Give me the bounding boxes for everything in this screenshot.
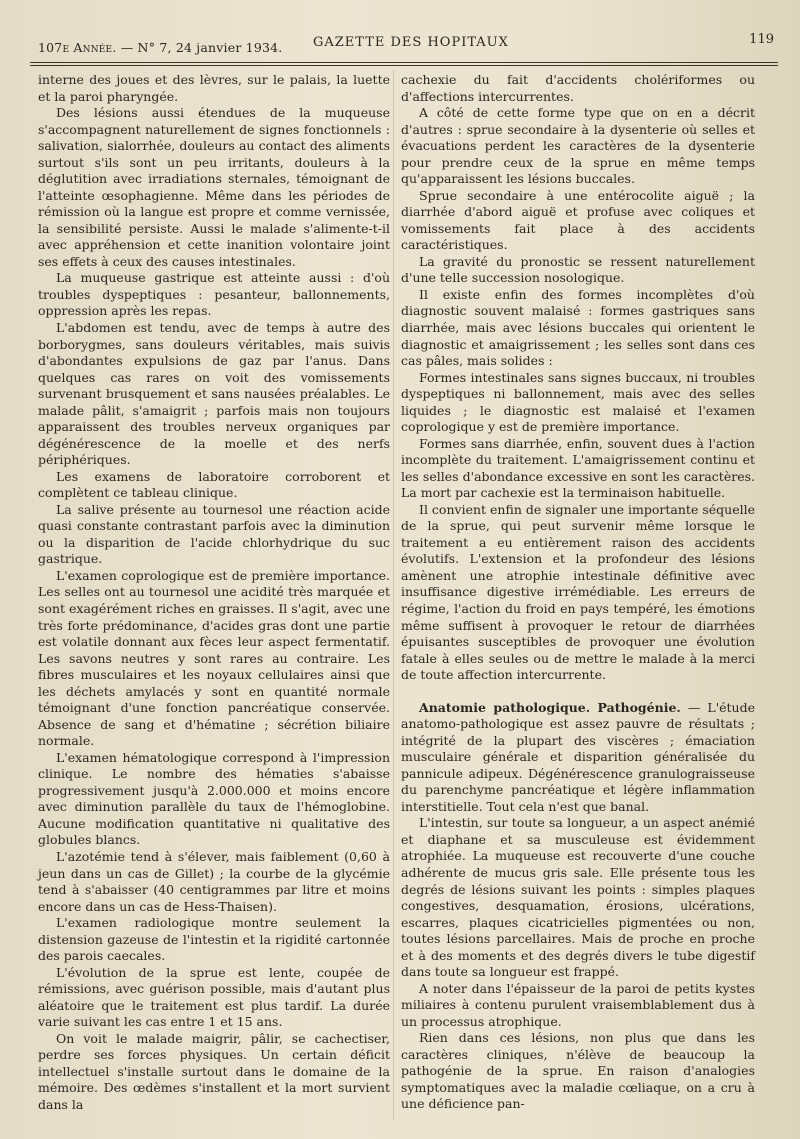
paragraph: A côté de cette forme type que on en a décrit d'autres : sprue secondaire à la dysenterie où selles et évacuations perdent les caractères de la dysenterie pour prendre ceux de la sprue en même temps qu'apparaissent les lésions buccales. <box>401 105 755 187</box>
section-paragraph: Anatomie pathologique. Pathogénie. — L'étude anatomo-pathologique est assez pauvre de résultats ; intégrité de la plupart des viscères ; émaciation musculaire générale et disparition généralisée du pannicule adipeux. Dégénérescence granulograisseuse du parenchyme pancréatique et légère inflammation interstitielle. Tout cela n'est que banal. <box>401 699 755 814</box>
paragraph: L'examen hématologique correspond à l'impression clinique. Le nombre des hématies s'abaisse progressivement jusqu'à 2.000.000 et moins encore avec diminution parallèle du taux de l'hémoglobine. Aucune modification quantitative ni qualitative des globules blancs. <box>38 749 390 848</box>
paragraph: interne des joues et des lèvres, sur le palais, la luette et la paroi pharyngée. <box>38 72 390 104</box>
paragraph: L'évolution de la sprue est lente, coupée de rémissions, avec guérison possible, mais d'autant plus aléatoire que le traitement est plus tardif. La durée varie suivant les cas entre 1 et 15 ans. <box>38 964 390 1030</box>
header-rule <box>30 62 778 63</box>
paragraph: La muqueuse gastrique est atteinte aussi : d'où troubles dyspeptiques : pesanteur, ballonnements, oppression après les repas. <box>38 270 390 319</box>
page-number: 119 <box>749 32 774 47</box>
journal-title: GAZETTE DES HOPITAUX <box>313 35 509 50</box>
page-header <box>30 28 778 62</box>
paragraph: Il existe enfin des formes incomplètes d'où diagnostic souvent malaisé : formes gastriques sans diarrhée, mais avec lésions buccales qui orientent le diagnostic et amaigrissement ; les selles sont dans ces cas pâles, mais solides : <box>401 286 755 369</box>
issue-line: 107e Année. — N° 7, 24 janvier 1934. <box>38 40 283 55</box>
paragraph: Formes sans diarrhée, enfin, souvent dues à l'action incomplète du traitement. L'amaigrissement continu et les selles d'abondance excessive en sont les caractères. La mort par cachexie est la terminaison habituelle. <box>401 435 755 501</box>
column-divider <box>393 70 394 1120</box>
paragraph: L'abdomen est tendu, avec de temps à autre des borborygmes, sans douleurs véritables, mais suivis d'abondantes expulsions de gaz par l'anus. Dans quelques cas rares on voit des vomissements survenant brusquement et sans nausées préalables. Le malade pâlit, s'amaigrit ; parfois mais non toujours apparaissent des troubles nerveux organiques par dégénérescence de la moelle et des nerfs périphériques. <box>38 319 390 468</box>
paragraph: Formes intestinales sans signes buccaux, ni troubles dyspeptiques ni ballonnement, mais avec des selles liquides ; le diagnostic est malaisé et l'examen coprologique y est de première importance. <box>401 369 755 435</box>
paragraph: Il convient enfin de signaler une importante séquelle de la sprue, qui peut survenir même lorsque le traitement a eu entièrement raison des accidents évolutifs. L'extension et la profondeur des lésions amènent une atrophie intestinale définitive avec insuffisance digestive irrémédiable. Les erreurs de régime, l'action du froid en pays tempéré, les émotions même suffisent à provoquer le retour de diarrhées épuisantes susceptibles de provoquer une évolution fatale à elles seules ou de mettre le malade à la merci de toute affection intercurrente. <box>401 501 755 683</box>
paragraph: Sprue secondaire à une entérocolite aiguë ; la diarrhée d'abord aiguë et profuse avec coliques et vomissements fait place à des accidents caractéristiques. <box>401 187 755 253</box>
paragraph: Des lésions aussi étendues de la muqueuse s'accompagnent naturellement de signes fonctionnels : salivation, sialorrhée, douleurs au contact des aliments surtout s'ils sont un peu irritants, douleurs à la déglutition avec irradiations sternales, témoignant de l'atteinte œsophagienne. Même dans les périodes de rémission où la langue est propre et comme vernissée, la sensibilité persiste. Aussi le malade s'alimente-t-il avec appréhension et cette inanition volontaire joint ses effets à ceux des causes intestinales. <box>38 105 390 269</box>
paragraph: Les examens de laboratoire corroborent et complètent ce tableau clinique. <box>38 468 390 501</box>
header-rule-double <box>30 65 778 66</box>
paragraph: L'examen coprologique est de première importance. Les selles ont au tournesol une acidité très marquée et sont exagérément riches en graisses. Il s'agit, avec une très forte prédominance, d'acides gras dont une partie est volatile donnant aux fèces leur aspect fermentatif. Les savons neutres y sont rares au contraire. Les fibres musculaires et les noyaux cellulaires ainsi que les déchets amylacés y sont en quantité normale témoignant d'une fonction pancréatique conservée. Absence de sang et d'hématine ; sécrétion biliaire normale. <box>38 567 390 749</box>
right-column <box>401 72 755 1113</box>
paragraph: Rien dans ces lésions, non plus que dans les caractères cliniques, n'élève de beaucoup la pathogénie de la sprue. En raison d'analogies symptomatiques avec la maladie cœliaque, on a cru à une déficience pan- <box>401 1030 755 1112</box>
paragraph: On voit le malade maigrir, pâlir, se cachectiser, perdre ses forces physiques. Un certain déficit intellectuel s'installe surtout dans le domaine de la mémoire. Des œdèmes s'installent et la mort survient dans la <box>38 1030 390 1112</box>
paragraph: cachexie du fait d'accidents cholériformes ou d'affections intercurrentes. <box>401 72 755 104</box>
paragraph: L'examen radiologique montre seulement la distension gazeuse de l'intestin et la rigidité cartonnée des parois caecales. <box>38 915 390 964</box>
paragraph: La salive présente au tournesol une réaction acide quasi constante contrastant parfois avec la diminution ou la disparition de l'acide chlorhydrique du suc gastrique. <box>38 501 390 567</box>
paragraph: La gravité du pronostic se ressent naturellement d'une telle succession nosologique. <box>401 253 755 286</box>
paragraph: L'intestin, sur toute sa longueur, a un aspect anémié et diaphane et sa musculeuse est évidemment atrophiée. La muqueuse est recouverte d'une couche adhérente de mucus gris sale. Elle présente tous les degrés de lésions suivant les points : simples plaques congestives, desquamation, érosions, ulcérations, escarres, plaques cicatricielles pigmentées ou non, toutes lésions parcellaires. Mais de proche en proche et à des moments et des degrés divers le tube digestif dans toute sa longueur est frappé. <box>401 815 755 980</box>
left-column <box>38 72 390 1113</box>
paragraph: A noter dans l'épaisseur de la paroi de petits kystes miliaires à contenu purulent vraisemblablement dus à un processus atrophique. <box>401 980 755 1029</box>
paragraph: L'azotémie tend à s'élever, mais faiblement (0,60 à jeun dans un cas de Gillet) ; la courbe de la glycémie tend à s'abaisser (40 centigrammes par litre et moins encore dans un cas de Hess-Thaisen). <box>38 848 390 914</box>
section-heading: Anatomie pathologique. Pathogénie. <box>419 699 681 715</box>
